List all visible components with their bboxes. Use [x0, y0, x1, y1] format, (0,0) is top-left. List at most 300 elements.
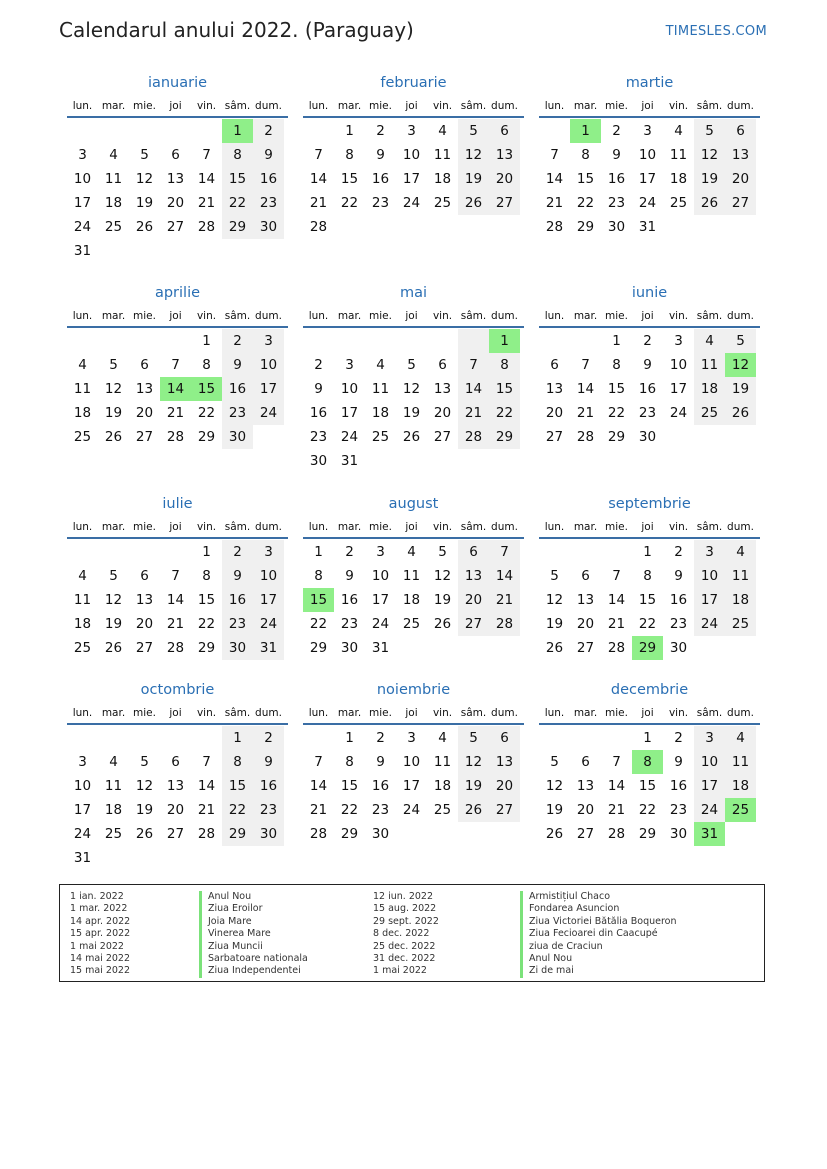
month-block: [67, 283, 288, 449]
weekday-label: joi: [405, 100, 418, 112]
weekday-label: vin.: [432, 521, 453, 533]
weekday-label: sâm.: [460, 707, 487, 719]
weekday-label: vin.: [196, 521, 217, 533]
calendar-day: 10: [402, 147, 421, 163]
holiday-day: 25: [725, 798, 756, 822]
calendar-day: 28: [489, 612, 520, 636]
calendar-day: 29: [489, 425, 520, 449]
calendar-day: 2: [345, 544, 354, 560]
empty-day: [458, 329, 489, 353]
calendar-day: 21: [197, 195, 216, 211]
calendar-day: 1: [345, 123, 354, 139]
empty-day: [67, 329, 98, 353]
calendar-day: 12: [694, 143, 725, 167]
day-grid: [303, 540, 524, 660]
weekday-label: vin.: [668, 100, 689, 112]
calendar-day: 22: [576, 195, 595, 211]
month-name: august: [388, 496, 439, 512]
calendar-day: 12: [545, 778, 564, 794]
weekday-label: sâm.: [460, 310, 487, 322]
calendar-day: 12: [135, 778, 154, 794]
weekday-header: [67, 96, 288, 118]
weekday-label: mie.: [605, 100, 628, 112]
calendar-day: 7: [612, 754, 621, 770]
calendar-day: 18: [73, 405, 92, 421]
calendar-day: 20: [166, 802, 185, 818]
weekday-label: dum.: [491, 707, 518, 719]
calendar-day: 16: [253, 167, 284, 191]
site-link[interactable]: TIMESLES.COM: [665, 24, 767, 39]
calendar-day: 18: [104, 802, 123, 818]
calendar-day: 28: [309, 826, 328, 842]
calendar-day: 2: [253, 726, 284, 750]
weekday-label: joi: [169, 521, 182, 533]
calendar-day: 22: [340, 802, 359, 818]
month-name: martie: [625, 75, 674, 91]
calendar-day: 3: [253, 540, 284, 564]
calendar-day: 12: [402, 381, 421, 397]
holiday-day: 15: [191, 377, 222, 401]
empty-day: [334, 329, 365, 353]
calendar-day: 26: [694, 191, 725, 215]
legend-dates-right: [373, 891, 439, 978]
calendar-day: 7: [612, 568, 621, 584]
calendar-day: 18: [104, 195, 123, 211]
month-block: [303, 73, 524, 239]
weekday-label: vin.: [668, 707, 689, 719]
calendar-day: 17: [669, 381, 688, 397]
legend-date: 31 dec. 2022: [373, 952, 436, 964]
weekday-label: mie.: [133, 521, 156, 533]
calendar-day: 4: [438, 730, 447, 746]
calendar-day: 13: [166, 171, 185, 187]
page-title: Calendarul anului 2022. (Paraguay): [59, 18, 414, 42]
empty-day: [129, 540, 160, 564]
calendar-day: 17: [253, 588, 284, 612]
calendar-day: 7: [314, 147, 323, 163]
calendar-day: 16: [222, 588, 253, 612]
calendar-day: 22: [607, 405, 626, 421]
calendar-day: 15: [638, 778, 657, 794]
legend-holiday-name: Vinerea Mare: [199, 928, 308, 940]
calendar-day: 17: [253, 377, 284, 401]
weekday-label: dum.: [255, 707, 282, 719]
calendar-day: 25: [433, 802, 452, 818]
calendar-day: 19: [104, 616, 123, 632]
calendar-day: 17: [371, 592, 390, 608]
calendar-day: 6: [140, 568, 149, 584]
empty-day: [98, 329, 129, 353]
calendar-day: 26: [104, 429, 123, 445]
calendar-day: 24: [253, 612, 284, 636]
calendar-day: 12: [433, 568, 452, 584]
calendar-day: 25: [402, 616, 421, 632]
calendar-day: 20: [545, 405, 564, 421]
empty-day: [303, 726, 334, 750]
weekday-label: vin.: [196, 100, 217, 112]
empty-day: [601, 726, 632, 750]
calendar-day: 20: [166, 195, 185, 211]
calendar-day: 27: [576, 640, 595, 656]
calendar-day: 3: [643, 123, 652, 139]
weekday-label: dum.: [727, 100, 754, 112]
weekday-label: joi: [169, 707, 182, 719]
calendar-day: 23: [253, 191, 284, 215]
month-name: ianuarie: [147, 75, 208, 91]
day-grid: [67, 726, 288, 870]
month-block: [539, 283, 760, 449]
calendar-day: 19: [104, 405, 123, 421]
weekday-header: [67, 517, 288, 539]
calendar-day: 10: [638, 147, 657, 163]
weekday-label: lun.: [308, 310, 329, 322]
calendar-day: 1: [345, 730, 354, 746]
calendar-day: 8: [489, 353, 520, 377]
calendar-day: 4: [725, 540, 756, 564]
weekday-label: dum.: [491, 310, 518, 322]
month-block: [539, 494, 760, 660]
calendar-day: 27: [545, 429, 564, 445]
weekday-label: sâm.: [224, 707, 251, 719]
calendar-day: 7: [171, 568, 180, 584]
calendar-day: 25: [73, 429, 92, 445]
calendar-day: 23: [222, 401, 253, 425]
calendar-day: 18: [669, 171, 688, 187]
calendar-day: 5: [140, 754, 149, 770]
weekday-label: sâm.: [224, 521, 251, 533]
weekday-label: dum.: [727, 310, 754, 322]
day-grid: [539, 726, 760, 846]
calendar-day: 4: [78, 357, 87, 373]
weekday-label: mar.: [573, 310, 598, 322]
calendar-day: 13: [489, 143, 520, 167]
month-name: februarie: [380, 75, 447, 91]
calendar-day: 9: [222, 353, 253, 377]
calendar-day: 7: [458, 353, 489, 377]
weekday-label: dum.: [491, 100, 518, 112]
calendar-day: 31: [253, 636, 284, 660]
calendar-day: 5: [694, 119, 725, 143]
calendar-day: 17: [694, 588, 725, 612]
empty-day: [539, 119, 570, 143]
calendar-day: 11: [433, 147, 452, 163]
calendar-day: 31: [340, 453, 359, 469]
legend-holiday-name: Fondarea Asuncion: [520, 903, 677, 915]
calendar-day: 20: [489, 167, 520, 191]
calendar-day: 19: [135, 802, 154, 818]
month-name: octombrie: [140, 682, 215, 698]
calendar-day: 14: [309, 778, 328, 794]
calendar-day: 11: [104, 778, 123, 794]
legend-holiday-name: Ziua Independentei: [199, 965, 308, 977]
calendar-day: 2: [643, 333, 652, 349]
weekday-label: lun.: [72, 707, 93, 719]
empty-day: [191, 726, 222, 750]
calendar-day: 21: [576, 405, 595, 421]
month-block: [303, 494, 524, 660]
calendar-day: 7: [202, 754, 211, 770]
empty-day: [191, 119, 222, 143]
calendar-day: 21: [545, 195, 564, 211]
calendar-day: 2: [222, 540, 253, 564]
weekday-label: lun.: [72, 521, 93, 533]
calendar-day: 6: [489, 119, 520, 143]
calendar-day: 13: [433, 381, 452, 397]
day-grid: [303, 329, 524, 473]
legend-date: 14 mai 2022: [70, 952, 131, 964]
calendar-day: 10: [694, 564, 725, 588]
calendar-day: 4: [674, 123, 683, 139]
calendar-day: 10: [694, 750, 725, 774]
weekday-label: vin.: [432, 310, 453, 322]
calendar-day: 30: [371, 826, 390, 842]
weekday-label: mar.: [101, 521, 126, 533]
calendar-day: 20: [135, 616, 154, 632]
calendar-day: 8: [222, 143, 253, 167]
calendar-day: 23: [371, 195, 390, 211]
calendar-day: 22: [340, 195, 359, 211]
calendar-day: 13: [545, 381, 564, 397]
day-grid: [303, 726, 524, 846]
calendar-day: 9: [222, 564, 253, 588]
empty-day: [160, 119, 191, 143]
calendar-day: 21: [197, 802, 216, 818]
weekday-label: mar.: [573, 100, 598, 112]
empty-day: [160, 329, 191, 353]
calendar-day: 13: [576, 592, 595, 608]
calendar-day: 24: [694, 612, 725, 636]
calendar-day: 2: [314, 357, 323, 373]
weekday-label: vin.: [668, 310, 689, 322]
calendar-day: 15: [638, 592, 657, 608]
calendar-day: 31: [73, 850, 92, 866]
month-block: [303, 680, 524, 846]
calendar-day: 26: [725, 401, 756, 425]
calendar-day: 21: [489, 588, 520, 612]
calendar-day: 14: [197, 778, 216, 794]
calendar-day: 5: [109, 357, 118, 373]
legend-date: 29 sept. 2022: [373, 915, 439, 927]
weekday-label: joi: [641, 707, 654, 719]
calendar-day: 20: [725, 167, 756, 191]
calendar-day: 24: [73, 826, 92, 842]
legend-date: 8 dec. 2022: [373, 928, 430, 940]
calendar-day: 1: [222, 726, 253, 750]
calendar-day: 8: [222, 750, 253, 774]
calendar-day: 19: [458, 167, 489, 191]
calendar-day: 22: [638, 802, 657, 818]
calendar-day: 22: [489, 401, 520, 425]
calendar-day: 28: [166, 640, 185, 656]
calendar-day: 27: [166, 826, 185, 842]
calendar-day: 7: [202, 147, 211, 163]
calendar-day: 15: [340, 778, 359, 794]
weekday-label: dum.: [255, 521, 282, 533]
calendar-day: 9: [345, 568, 354, 584]
calendar-day: 27: [489, 191, 520, 215]
calendar-day: 23: [371, 802, 390, 818]
weekday-label: mar.: [337, 100, 362, 112]
calendar-day: 4: [109, 754, 118, 770]
empty-day: [67, 726, 98, 750]
calendar-day: 29: [638, 826, 657, 842]
calendar-day: 6: [171, 147, 180, 163]
day-grid: [67, 119, 288, 263]
calendar-day: 2: [674, 730, 683, 746]
calendar-day: 24: [371, 616, 390, 632]
calendar-day: 19: [135, 195, 154, 211]
calendar-day: 9: [612, 147, 621, 163]
month-block: [303, 283, 524, 473]
weekday-header: [539, 517, 760, 539]
calendar-day: 11: [669, 147, 688, 163]
legend-date: 14 apr. 2022: [70, 915, 131, 927]
month-name: septembrie: [608, 496, 691, 512]
calendar-day: 10: [73, 171, 92, 187]
weekday-label: dum.: [255, 100, 282, 112]
legend-holiday-name: Ziua Victoriei Bătălia Boqueron: [520, 916, 677, 928]
calendar-day: 18: [694, 377, 725, 401]
empty-day: [98, 726, 129, 750]
calendar-day: 13: [576, 778, 595, 794]
month-name: noiembrie: [376, 682, 451, 698]
calendar-day: 30: [669, 826, 688, 842]
weekday-label: sâm.: [696, 310, 723, 322]
calendar-day: 13: [135, 592, 154, 608]
calendar-day: 29: [222, 822, 253, 846]
calendar-day: 5: [438, 544, 447, 560]
calendar-day: 24: [402, 195, 421, 211]
calendar-day: 26: [545, 826, 564, 842]
calendar-day: 1: [314, 544, 323, 560]
calendar-day: 21: [607, 802, 626, 818]
legend-holiday-name: Armistițiul Chaco: [520, 891, 677, 903]
weekday-label: joi: [169, 310, 182, 322]
calendar-day: 29: [309, 640, 328, 656]
calendar-day: 3: [407, 730, 416, 746]
calendar-day: 25: [725, 612, 756, 636]
calendar-day: 22: [222, 191, 253, 215]
calendar-day: 9: [314, 381, 323, 397]
holiday-day: 1: [489, 329, 520, 353]
calendar-day: 15: [607, 381, 626, 397]
calendar-day: 28: [458, 425, 489, 449]
weekday-header: [303, 96, 524, 118]
calendar-day: 4: [438, 123, 447, 139]
legend-holiday-name: Ziua Eroilor: [199, 903, 308, 915]
calendar-day: 8: [643, 568, 652, 584]
calendar-day: 1: [643, 544, 652, 560]
calendar-day: 23: [669, 802, 688, 818]
calendar-day: 2: [612, 123, 621, 139]
calendar-day: 3: [694, 726, 725, 750]
calendar-day: 19: [458, 774, 489, 798]
weekday-label: lun.: [544, 521, 565, 533]
weekday-label: sâm.: [460, 100, 487, 112]
calendar-day: 13: [166, 778, 185, 794]
calendar-day: 15: [222, 167, 253, 191]
calendar-day: 14: [576, 381, 595, 397]
empty-day: [539, 329, 570, 353]
calendar-day: 5: [550, 754, 559, 770]
calendar-day: 12: [545, 592, 564, 608]
month-block: [67, 73, 288, 263]
calendar-day: 25: [433, 195, 452, 211]
calendar-day: 13: [725, 143, 756, 167]
calendar-day: 28: [607, 640, 626, 656]
calendar-day: 12: [135, 171, 154, 187]
calendar-day: 6: [550, 357, 559, 373]
calendar-day: 8: [581, 147, 590, 163]
weekday-label: dum.: [255, 310, 282, 322]
weekday-label: mar.: [337, 521, 362, 533]
month-block: [539, 73, 760, 239]
empty-day: [129, 119, 160, 143]
calendar-day: 22: [638, 616, 657, 632]
weekday-label: mie.: [133, 707, 156, 719]
calendar-day: 16: [638, 381, 657, 397]
calendar-day: 14: [197, 171, 216, 187]
legend-date: 15 mai 2022: [70, 965, 131, 977]
day-grid: [539, 540, 760, 660]
legend-date: 1 mai 2022: [373, 965, 427, 977]
calendar-day: 14: [545, 171, 564, 187]
weekday-label: mar.: [101, 707, 126, 719]
calendar-day: 19: [545, 616, 564, 632]
weekday-label: lun.: [72, 310, 93, 322]
calendar-day: 11: [725, 750, 756, 774]
weekday-label: lun.: [308, 100, 329, 112]
calendar-day: 3: [78, 147, 87, 163]
calendar-day: 6: [458, 540, 489, 564]
calendar-day: 3: [694, 540, 725, 564]
calendar-day: 31: [73, 243, 92, 259]
month-name: iunie: [631, 285, 668, 301]
weekday-label: lun.: [72, 100, 93, 112]
calendar-day: 5: [109, 568, 118, 584]
weekday-label: joi: [641, 100, 654, 112]
calendar-day: 26: [458, 191, 489, 215]
month-block: [67, 680, 288, 870]
holiday-day: 8: [632, 750, 663, 774]
legend-holiday-name: Anul Nou: [520, 953, 677, 965]
calendar-day: 9: [253, 750, 284, 774]
calendar-day: 5: [140, 147, 149, 163]
calendar-day: 9: [674, 754, 683, 770]
calendar-day: 21: [166, 616, 185, 632]
weekday-label: vin.: [196, 310, 217, 322]
calendar-day: 5: [550, 568, 559, 584]
calendar-day: 17: [402, 778, 421, 794]
calendar-day: 29: [340, 826, 359, 842]
calendar-day: 17: [402, 171, 421, 187]
calendar-day: 18: [725, 774, 756, 798]
calendar-day: 19: [694, 167, 725, 191]
calendar-day: 4: [407, 544, 416, 560]
calendar-day: 17: [638, 171, 657, 187]
calendar-day: 27: [166, 219, 185, 235]
legend-holiday-name: Zi de mai: [520, 965, 677, 977]
calendar-day: 1: [202, 333, 211, 349]
calendar-day: 30: [607, 219, 626, 235]
calendar-day: 7: [314, 754, 323, 770]
empty-day: [303, 329, 334, 353]
weekday-label: lun.: [544, 100, 565, 112]
calendar-day: 23: [222, 612, 253, 636]
weekday-label: mie.: [369, 707, 392, 719]
calendar-day: 18: [73, 616, 92, 632]
day-grid: [539, 119, 760, 239]
